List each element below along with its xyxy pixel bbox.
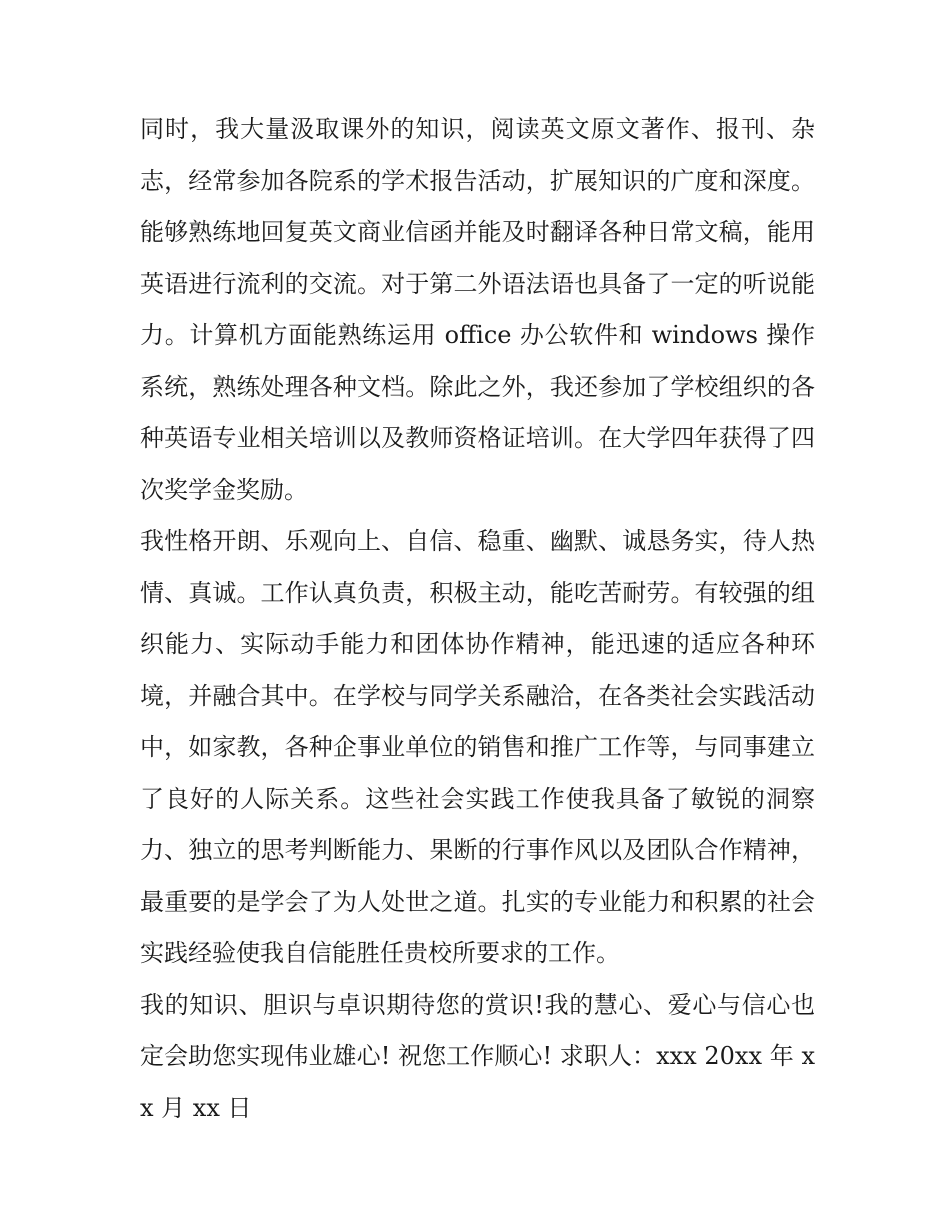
letter-body bbox=[140, 104, 815, 1134]
paragraph-personality: 我性格开朗、乐观向上、自信、稳重、幽默、诚恳务实，待人热情、真诚。工作认真负责，积极主动，能吃苦耐劳。有较强的组织能力、实际动手能力和团体协作精神，能迅速的适应各种环境，并融合其中。在学校与同学关系融洽，在各类社会实践活动中，如家教，各种企事业单位的销售和推广工作等，与同事建立了良好的人际关系。这些社会实践工作使我具备了敏锐的洞察力、独立的思考判断能力、果断的行事作风以及团队合作精神，最重要的是学会了为人处世之道。扎实的专业能力和积累的社会实践经验使我自信能胜任贵校所要求的工作。 bbox=[140, 527, 815, 967]
paragraph-closing-signature: 我的知识、胆识与卓识期待您的赏识!我的慧心、爱心与信心也定会助您实现伟业雄心! 祝您工作顺心! 求职人：xxx 20xx 年 xx 月 xx 日 bbox=[140, 990, 815, 1122]
paragraph-knowledge-skills: 同时，我大量汲取课外的知识，阅读英文原文著作、报刊、杂志，经常参加各院系的学术报告活动，扩展知识的广度和深度。能够熟练地回复英文商业信函并能及时翻译各种日常文稿，能用英语进行流利的交流。对于第二外语法语也具备了一定的听说能力。计算机方面能熟练运用 office 办公软件和 windows 操作系统，熟练处理各种文档。除此之外，我还参加了学校组织的各种英语专业相关培训以及教师资格证培训。在大学四年获得了四次奖学金奖励。 bbox=[140, 115, 815, 504]
